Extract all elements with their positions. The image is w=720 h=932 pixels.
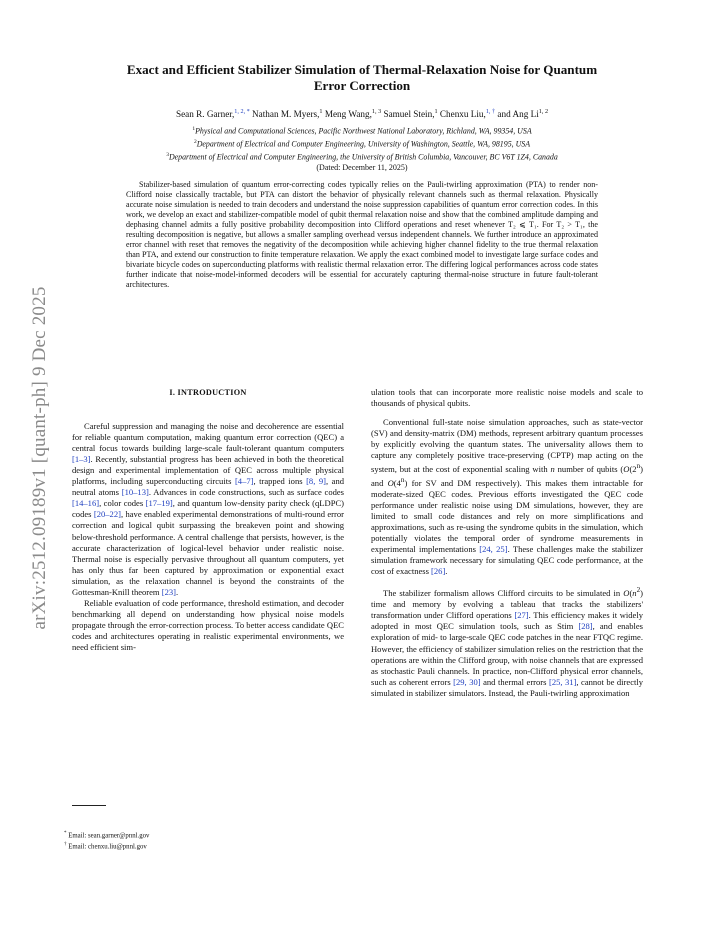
text-run: , color codes bbox=[99, 498, 146, 509]
title-line-1: Exact and Efficient Stabilizer Simulation of Thermal-Relaxation Noise for Quantum bbox=[126, 62, 598, 77]
author-name: Nathan M. Myers, bbox=[252, 109, 320, 120]
intro-paragraph-2: Reliable evaluation of code performance, threshold estimation, and decoder benchmarking all depend on understanding how physical noise models propagate through the error-correction process. To better access candidate QEC codes and architectures operating in realistic experimental environments, we need efficient sim- bbox=[72, 597, 344, 652]
affiliation-text: Department of Electrical and Computer Engineering, University of Washington, Seattle, WA, 98195, USA bbox=[196, 139, 531, 149]
text-run: Conventional full-state noise simulation approaches, such as state-vector (SV) and density-matrix (DM) methods, represent arbitrary quantum processes by explicitly evolving the quantum states. The universality allows them to capture any completely positive trace-preserving (CPTP) map acting on the system, but at the cost of exponential scaling with bbox=[371, 417, 643, 475]
title-line-2: Error Correction bbox=[313, 77, 411, 93]
author-affil-mark: 1, 2 bbox=[538, 108, 549, 115]
affiliation-text: Department of Electrical and Computer Engineering, the University of British Columbia, Vancouver, BC V6T 1Z4, Canada bbox=[168, 152, 558, 162]
math-exponent: n bbox=[636, 462, 641, 471]
citation-link[interactable]: [14–16] bbox=[72, 498, 100, 509]
footnote-text[interactable]: Email: sean.garner@pnnl.gov bbox=[68, 832, 150, 840]
right-paragraph-simulation-methods bbox=[371, 417, 643, 577]
text-run: , cannot be directly simulated in stabilizer simulators. Instead, the Pauli-twirling approximation bbox=[371, 676, 644, 698]
citation-link[interactable]: [10–13] bbox=[121, 487, 149, 498]
citation-link[interactable]: [24, 25] bbox=[479, 544, 508, 555]
math-symbol: O bbox=[623, 464, 630, 475]
math-exponent: n bbox=[400, 476, 405, 485]
affiliation-1 bbox=[60, 124, 664, 137]
right-column bbox=[371, 387, 643, 699]
author-name: Samuel Stein, bbox=[383, 109, 435, 120]
footnote-mark: * bbox=[64, 831, 67, 836]
affiliation-3 bbox=[60, 150, 664, 163]
footnote-text[interactable]: Email: chenxu.liu@pnnl.gov bbox=[68, 843, 147, 851]
author-list bbox=[60, 106, 664, 120]
text-run: . bbox=[175, 586, 179, 597]
author-affil-mark[interactable]: 1, 2, * bbox=[234, 108, 250, 115]
footnote-rule bbox=[72, 805, 106, 806]
section-heading-introduction: I. INTRODUCTION bbox=[169, 388, 247, 397]
affiliation-2 bbox=[60, 137, 664, 150]
right-paragraph-continuation: ulation tools that can incorporate more realistic noise models and scale to thousands of physical qubits. bbox=[371, 387, 643, 409]
text-run: . These challenges make the stabilizer simulation framework necessary for simulating QEC code performance, at the cost of exactness bbox=[371, 544, 644, 577]
citation-link[interactable]: [20–22] bbox=[93, 509, 121, 520]
affiliation-number: 1 bbox=[192, 126, 196, 132]
text-run: ( bbox=[629, 588, 633, 599]
right-paragraph-stabilizer-formalism bbox=[371, 585, 643, 698]
citation-link[interactable]: [23] bbox=[161, 586, 176, 597]
citation-link[interactable]: [26] bbox=[431, 566, 446, 577]
text-run: . bbox=[445, 566, 448, 577]
author-affil-mark: 1, 3 bbox=[371, 108, 382, 115]
author-affil-mark: 1 bbox=[434, 108, 438, 115]
text-run: (2 bbox=[629, 464, 637, 475]
text-run: . Advances in code constructions, such as surface codes bbox=[148, 487, 344, 498]
text-run: , trapped ions bbox=[253, 476, 307, 487]
text-run: , and quantum low-density parity check (qLDPC) codes bbox=[72, 498, 344, 520]
footnote-email-1 bbox=[64, 829, 149, 840]
text-run: . This efficiency makes it widely adopted in most QEC simulation tools, such as Stim bbox=[371, 610, 643, 632]
footnote-mark: † bbox=[64, 842, 67, 847]
affiliation-number: 3 bbox=[166, 152, 169, 158]
text-run: ) and bbox=[371, 464, 643, 489]
author-affil-mark: 1 bbox=[319, 108, 323, 115]
citation-link[interactable]: [8, 9] bbox=[306, 476, 326, 487]
citation-link[interactable]: [4–7] bbox=[234, 476, 254, 487]
math-symbol: n bbox=[550, 464, 555, 475]
math-symbol: n bbox=[632, 588, 637, 599]
math-symbol: O bbox=[623, 588, 630, 599]
text-run: ) time and memory by evolving a tableau that tracks the stabilizers' transformation under Clifford operations bbox=[371, 588, 643, 621]
author-name: Chenxu Liu, bbox=[439, 109, 486, 120]
affiliation-text: Physical and Computational Sciences, Pacific Northwest National Laboratory, Richland, WA, 99354, USA bbox=[195, 126, 532, 136]
math-symbol: O bbox=[387, 478, 394, 489]
affiliation-number: 2 bbox=[193, 139, 197, 145]
paper-title bbox=[60, 62, 664, 93]
text-run: , and enables exploration of mid- to large-scale QEC code patches in the near FTQC regime. However, the efficiency of stabilizer simulation relies on the restriction that the operations are within the Clifford group, with noise channels that are expressed as stochastic Pauli channels. In practice, non-Clifford physical error channels, such as coherent errors bbox=[371, 621, 643, 687]
text-run: , have enabled experimental demonstrations of multi-round error correction and logical qubit surpassing the breakeven point and showing below-threshold performance. A central challenge that persists, however, is the accurate characterization of logical-level behavior under realistic noise. Thermal noise is especially pervasive throughout all quantum computers, yet has only thus far been captured by approximation or exponential exact simulation, as the relaxation channel is beyond the constraints of the Gottesman-Knill theorem bbox=[72, 509, 344, 597]
text-run: The stabilizer formalism allows Clifford circuits to be simulated in bbox=[383, 588, 624, 599]
left-column bbox=[72, 387, 344, 653]
math-exponent: 2 bbox=[636, 586, 641, 595]
author-affil-mark[interactable]: 1, † bbox=[485, 108, 496, 115]
text-run: and thermal errors bbox=[480, 676, 549, 687]
text-run: ) for SV and DM respectively). This makes them intractable for moderate-sized QEC codes. Previous efforts investigated the QEC code performance under realistic noise using DM simulations, however, they are limited to small code distances and rely on more simplifications and approximations, such as re-using the syndrome qubits in the simulation, which potentially violates the temporal order of syndrome measurements in experimental implementations bbox=[371, 478, 643, 555]
author-name: Meng Wang, bbox=[324, 109, 372, 120]
citation-link[interactable]: [29, 30] bbox=[453, 676, 481, 687]
text-run: (4 bbox=[393, 478, 401, 489]
text-run: , and neutral atoms bbox=[72, 476, 344, 498]
date-line: (Dated: December 11, 2025) bbox=[316, 163, 408, 172]
author-name: Sean R. Garner, bbox=[175, 109, 235, 120]
arxiv-identifier-stamp bbox=[20, 258, 60, 658]
text-run: Careful suppression and managing the noise and decoherence are essential for reliable quantum computation, making quantum error correction (QEC) a central focus towards building large-scale fault-tolerant quantum computers bbox=[72, 421, 344, 454]
text-run: number of qubits ( bbox=[554, 464, 624, 475]
citation-link[interactable]: [28] bbox=[578, 621, 593, 632]
abstract: Stabilizer-based simulation of quantum error-correcting codes typically relies on the Pauli-twirling approximation (PTA) to render non-Clifford noise classically tractable, but PTA can distort the behavior of physically relevant channels such as thermal relaxation. Physically accurate noise simulation is needed to train decoders and understand the noise suppression capabilities of quantum error correction codes. In this work, we develop an exact and stabilizer-compatible model of qubit thermal relaxation noise and show that the combined amplitude damping and dephasing channel admits a fully positive probability decomposition into Clifford operations and reset whenever T₂ ⩽ T₁. For T₂ > T₁, the resulting decomposition is negative, but allows a smaller sampling overhead versus independent channels. We further introduce an approximated error channel with reset that removes the negativity of the decomposition while achieving higher channel fidelity to the true thermal relaxation than PTA, and extend our construction to finite temperature relaxation. We apply the exact combined model to investigate large surface codes and bivariate bicycle codes on superconducting platforms with realistic thermal relaxation error. The differing logical performances across code states further indicate that noise-model-informed decoders will be essential for accurately capturing thermal-noise structure in future fault-tolerant architectures. bbox=[126, 180, 598, 290]
arxiv-stamp-text: arXiv:2512.09189v1 [quant-ph] 9 Dec 2025 bbox=[29, 286, 50, 630]
citation-link[interactable]: [1–3] bbox=[72, 454, 91, 465]
footnote-email-2 bbox=[64, 840, 147, 851]
intro-paragraph-1 bbox=[72, 421, 344, 598]
text-run: . Recently, substantial progress has been achieved in both the theoretical design and experimental implementation of QEC across multiple physical platforms, including superconducting circuits bbox=[72, 454, 344, 487]
author-name: and Ang Li bbox=[497, 109, 539, 120]
citation-link[interactable]: [17–19] bbox=[145, 498, 173, 509]
citation-link[interactable]: [25, 31] bbox=[548, 676, 577, 687]
citation-link[interactable]: [27] bbox=[514, 610, 529, 621]
